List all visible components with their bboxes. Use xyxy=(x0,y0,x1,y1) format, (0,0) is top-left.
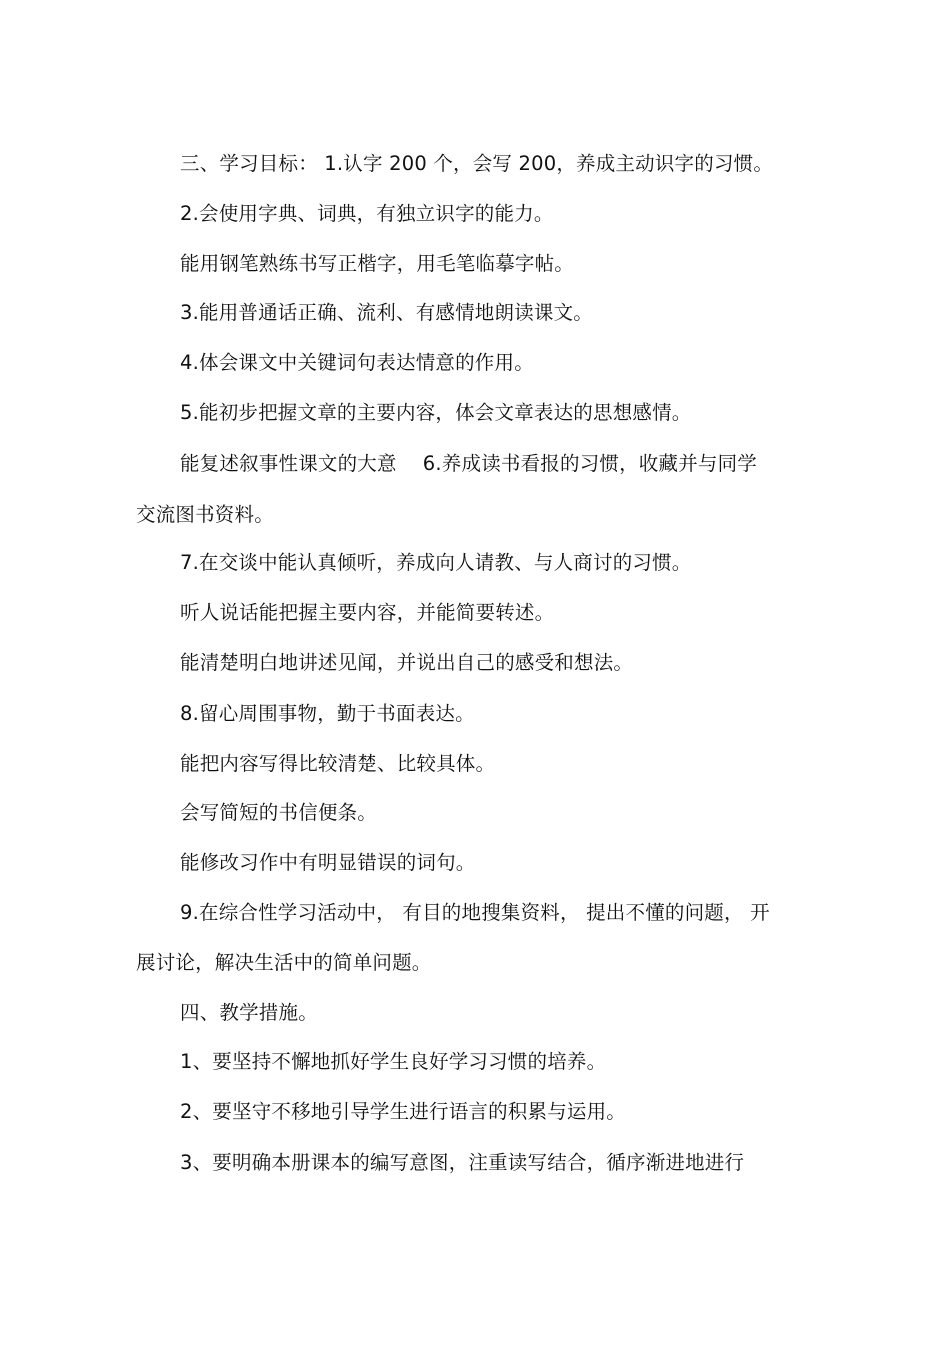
paragraph-line: 1、要坚持不懈地抓好学生良好学习习惯的培养。 xyxy=(180,1050,607,1073)
section-heading-measures: 四、教学措施。 xyxy=(180,1001,318,1024)
paragraph-line: 4.体会课文中关键词句表达情意的作用。 xyxy=(180,351,534,374)
paragraph-line: 能复述叙事性课文的大意 6.养成读书看报的习惯，收藏并与同学 xyxy=(180,452,758,475)
paragraph-line: 3、要明确本册课本的编写意图，注重读写结合，循序渐进地进行 xyxy=(180,1151,745,1174)
paragraph-line: 能修改习作中有明显错误的词句。 xyxy=(180,851,476,874)
paragraph-line: 会写简短的书信便条。 xyxy=(180,801,378,824)
paragraph-line: 9.在综合性学习活动中， 有目的地搜集资料， 提出不懂的问题， 开 xyxy=(180,901,770,924)
paragraph-line-goals-heading: 三、学习目标： 1.认字 200 个，会写 200，养成主动识字的习惯。 xyxy=(180,152,774,175)
paragraph-line: 2.会使用字典、词典，有独立识字的能力。 xyxy=(180,202,554,225)
paragraph-line: 5.能初步把握文章的主要内容，体会文章表达的思想感情。 xyxy=(180,401,692,424)
paragraph-line: 能把内容写得比较清楚、比较具体。 xyxy=(180,752,496,775)
paragraph-line: 听人说话能把握主要内容，并能简要转述。 xyxy=(180,601,555,624)
paragraph-line-continuation: 交流图书资料。 xyxy=(136,503,274,526)
paragraph-line: 能清楚明白地讲述见闻，并说出自己的感受和想法。 xyxy=(180,651,634,674)
paragraph-line: 7.在交谈中能认真倾听，养成向人请教、与人商讨的习惯。 xyxy=(180,551,692,574)
paragraph-line-continuation: 展讨论，解决生活中的简单问题。 xyxy=(136,951,432,974)
paragraph-line: 3.能用普通话正确、流利、有感情地朗读课文。 xyxy=(180,301,594,324)
paragraph-line: 8.留心周围事物，勤于书面表达。 xyxy=(180,702,475,725)
paragraph-line: 能用钢笔熟练书写正楷字，用毛笔临摹字帖。 xyxy=(180,252,575,275)
paragraph-line: 2、要坚守不移地引导学生进行语言的积累与运用。 xyxy=(180,1100,627,1123)
